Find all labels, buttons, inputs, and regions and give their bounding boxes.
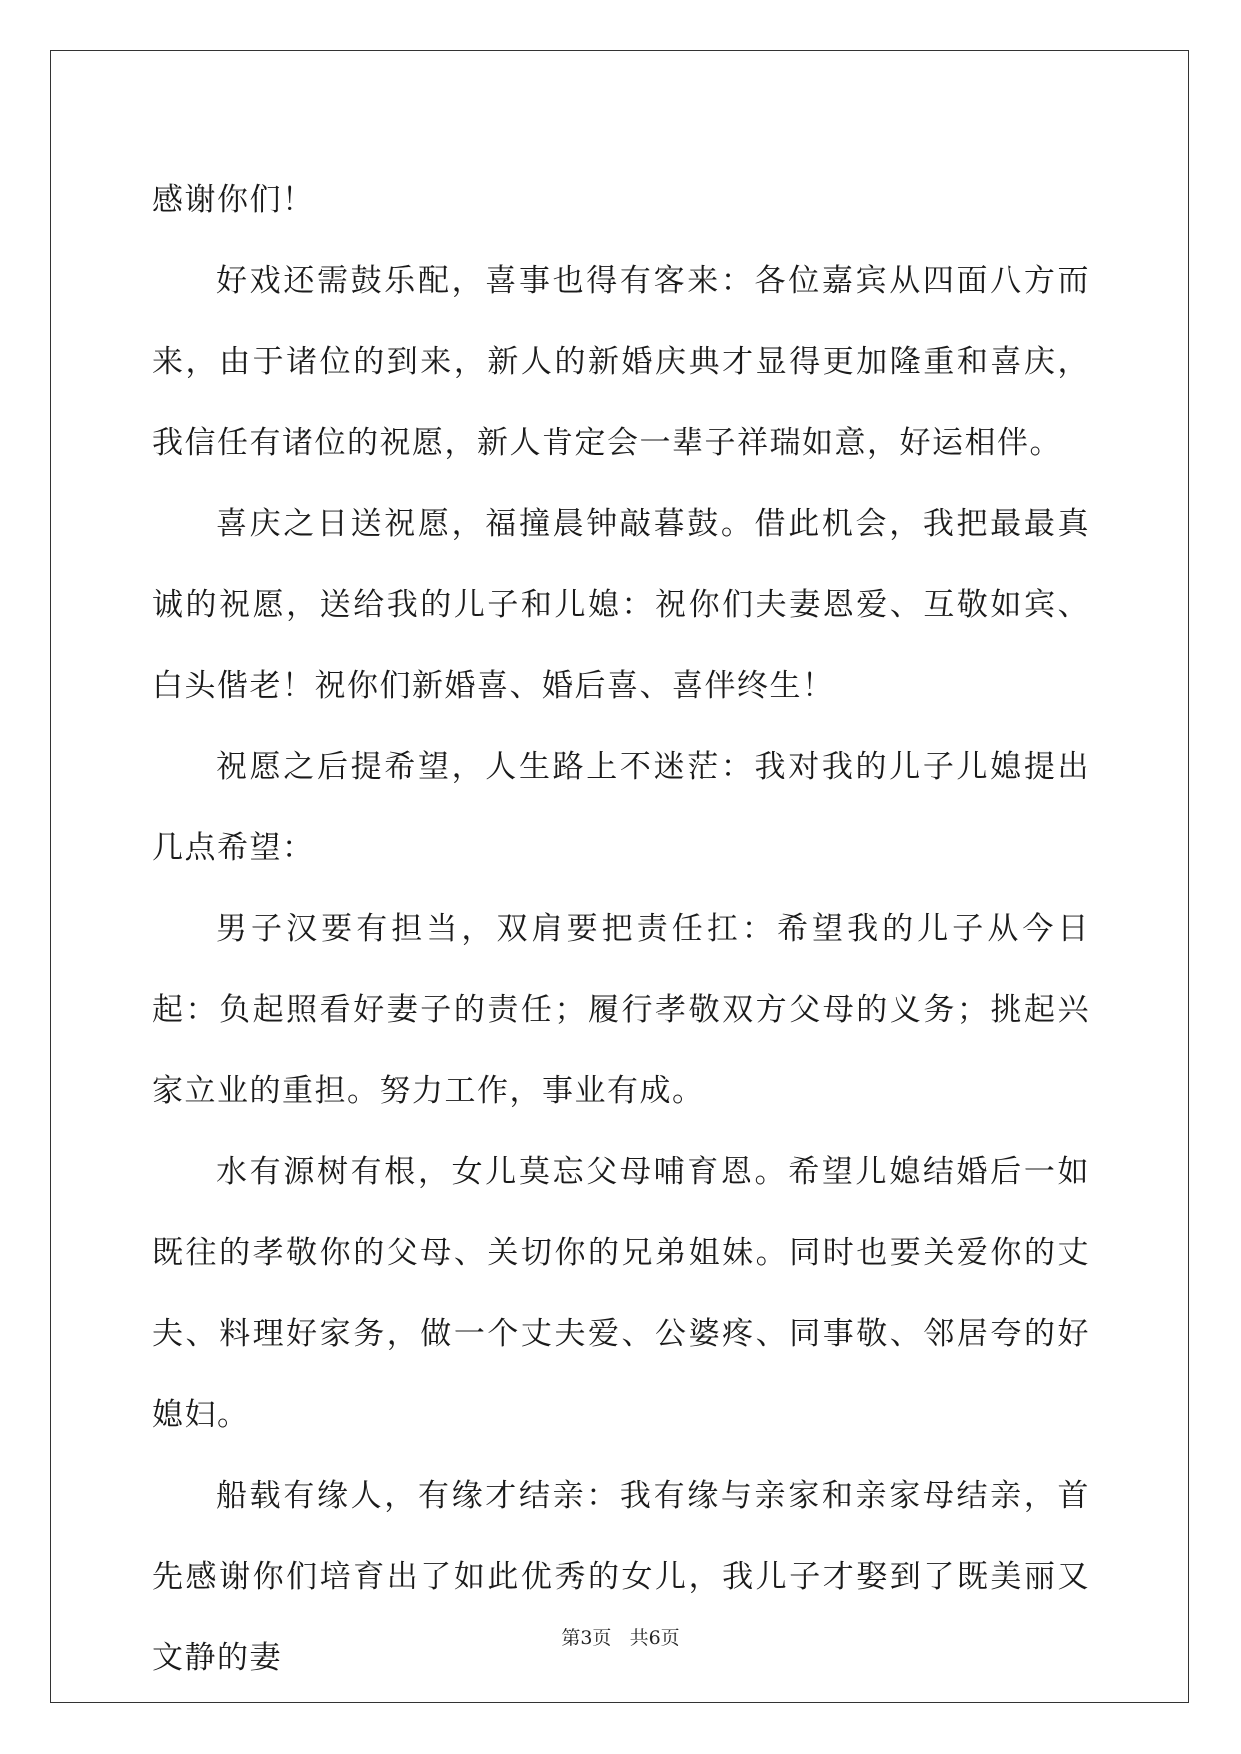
paragraph: 好戏还需鼓乐配，喜事也得有客来：各位嘉宾从四面八方而来，由于诸位的到来，新人的新婚庆典才显得更加隆重和喜庆，我信任有诸位的祝愿，新人肯定会一辈子祥瑞如意，好运相伴。 — [152, 263, 1090, 461]
paragraph: 船载有缘人，有缘才结亲：我有缘与亲家和亲家母结亲，首先感谢你们培育出了如此优秀的女儿，我儿子才娶到了既美丽又文静的妻 — [152, 1478, 1090, 1676]
paragraph: 水有源树有根，女儿莫忘父母哺育恩。希望儿媳结婚后一如既往的孝敬你的父母、关切你的兄弟姐妹。同时也要关爱你的丈夫、料理好家务，做一个丈夫爱、公婆疼、同事敬、邻居夸的好媳妇。 — [152, 1154, 1090, 1433]
page-footer — [0, 1623, 1241, 1650]
footer-spacer — [611, 1627, 629, 1649]
page-number: 第3页 — [561, 1627, 612, 1649]
paragraph: 感谢你们！ — [152, 182, 315, 218]
paragraph: 喜庆之日送祝愿，福撞晨钟敲暮鼓。借此机会，我把最最真诚的祝愿，送给我的儿子和儿媳：祝你们夫妻恩爱、互敬如宾、白头偕老！祝你们新婚喜、婚后喜、喜伴终生！ — [152, 506, 1090, 704]
paragraph: 祝愿之后提希望，人生路上不迷茫：我对我的儿子儿媳提出几点希望： — [152, 749, 1090, 866]
document-body — [152, 160, 1090, 1699]
paragraph: 男子汉要有担当，双肩要把责任扛：希望我的儿子从今日起：负起照看好妻子的责任；履行孝敬双方父母的义务；挑起兴家立业的重担。努力工作，事业有成。 — [152, 911, 1090, 1109]
page-total: 共6页 — [629, 1627, 680, 1649]
